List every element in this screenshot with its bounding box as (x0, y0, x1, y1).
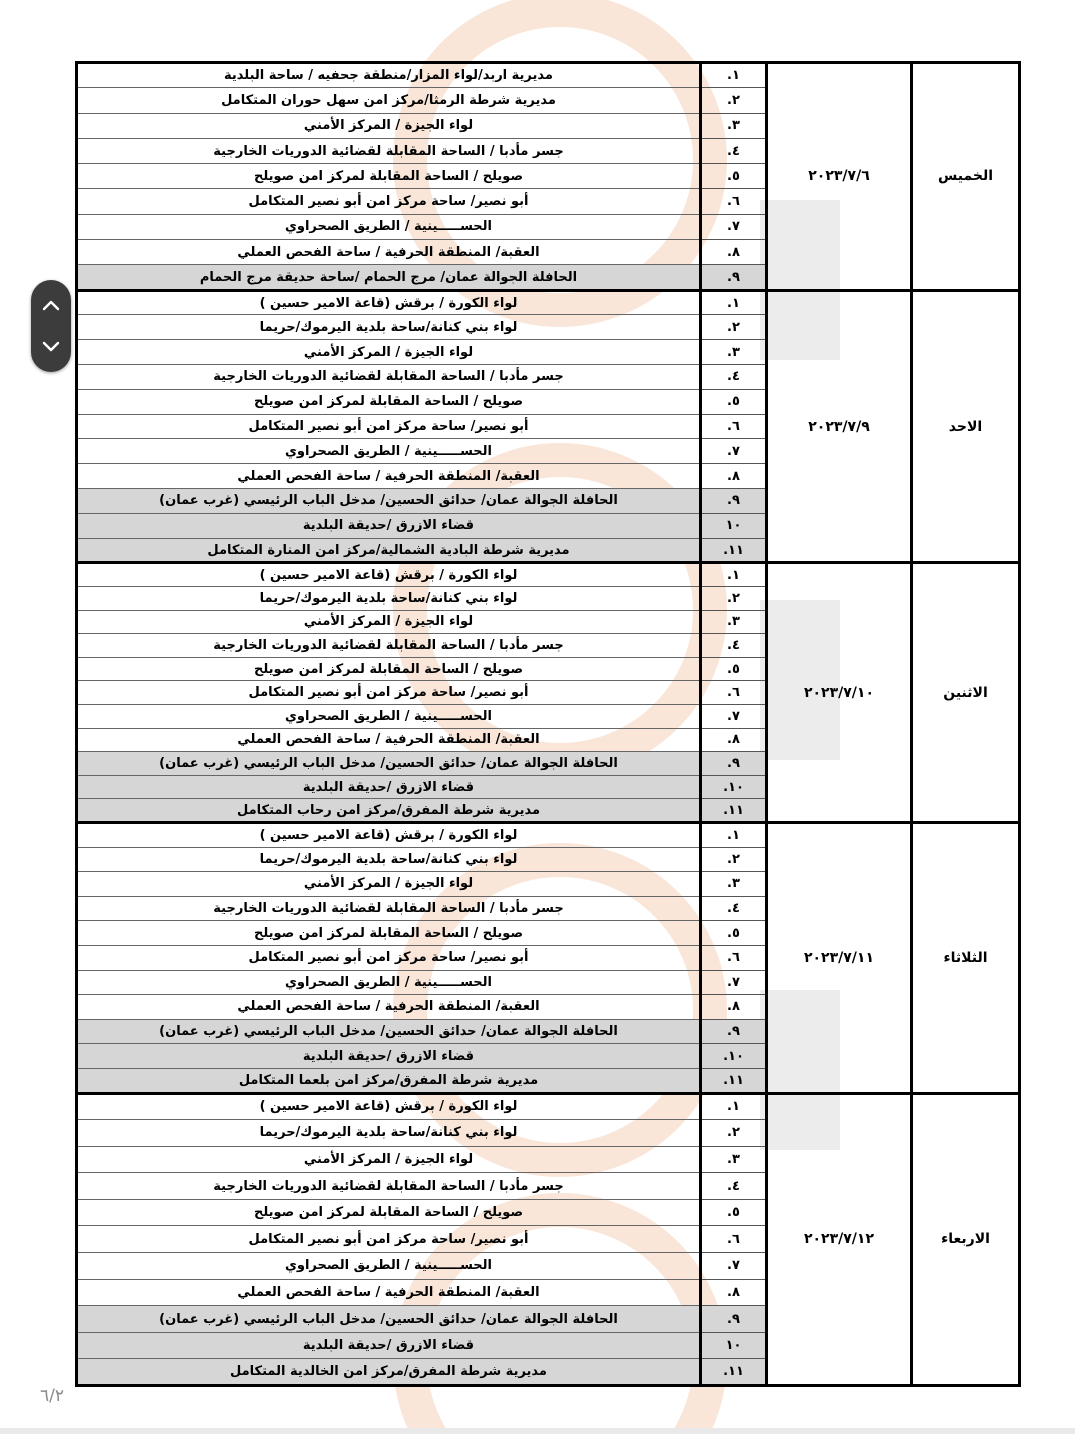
location-cell: مديرية اربد/لواء المزار/منطقة جحفيه / ساحة البلدية (77, 63, 701, 88)
location-cell: مديرية شرطة المفرق/مركز امن بلعما المتكامل (77, 1068, 701, 1093)
location-cell: الحافلة الجوالة عمان/ حدائق الحسين/ مدخل الباب الرئيسي (غرب عمان) (77, 1306, 701, 1333)
date-cell: ٢٠٢٣/٧/١٢ (767, 1093, 912, 1386)
row-number-cell: ٨. (701, 464, 767, 489)
date-cell: ٢٠٢٣/٧/١٠ (767, 563, 912, 823)
row-number-cell: ٩. (701, 489, 767, 514)
row-number-cell: ٣. (701, 872, 767, 897)
row-number-cell: ٩. (701, 752, 767, 776)
table-row (77, 63, 1020, 88)
row-number-cell: ٢. (701, 1120, 767, 1147)
row-number-cell: ١. (701, 563, 767, 587)
row-number-cell: ٢. (701, 315, 767, 340)
table-row (77, 563, 1020, 587)
row-number-cell: ٤. (701, 634, 767, 658)
location-cell: لواء الكورة / برقش (قاعة الامير حسين ) (77, 822, 701, 847)
row-number-cell: ٨. (701, 728, 767, 752)
row-number-cell: ٢. (701, 587, 767, 611)
date-cell: ٢٠٢٣/٧/٩ (767, 290, 912, 563)
row-number-cell: ٧. (701, 970, 767, 995)
day-cell: الاثنين (912, 563, 1020, 823)
row-number-cell: ٧. (701, 705, 767, 729)
day-cell: الاحد (912, 290, 1020, 563)
table-row (77, 290, 1020, 315)
location-cell: الحســـــينية / الطريق الصحراوي (77, 439, 701, 464)
location-cell: أبو نصير/ ساحة مركز امن أبو نصير المتكامل (77, 1226, 701, 1253)
row-number-cell: ٣. (701, 1146, 767, 1173)
location-cell: لواء بني كنانة/ساحة بلدية اليرموك/حريما (77, 315, 701, 340)
row-number-cell: ٤. (701, 138, 767, 163)
row-number-cell: ٦. (701, 1226, 767, 1253)
location-cell: الحســـــينية / الطريق الصحراوي (77, 214, 701, 239)
row-number-cell: ٤. (701, 1173, 767, 1200)
location-cell: العقبة/ المنطقة الحرفية / ساحة الفحص العملي (77, 240, 701, 265)
location-cell: مديرية شرطة المفرق/مركز امن الخالدية المتكامل (77, 1359, 701, 1386)
row-number-cell: ٣. (701, 113, 767, 138)
location-cell: لواء الجيزة / المركز الأمني (77, 872, 701, 897)
location-cell: صويلح / الساحة المقابلة لمركز امن صويلح (77, 921, 701, 946)
location-cell: جسر مأدبا / الساحة المقابلة لقضائية الدوريات الخارجية (77, 896, 701, 921)
location-cell: الحســـــينية / الطريق الصحراوي (77, 705, 701, 729)
location-cell: صويلح / الساحة المقابلة لمركز امن صويلح (77, 164, 701, 189)
table-row (77, 1093, 1020, 1120)
row-number-cell: ١١. (701, 538, 767, 563)
scroll-up-button[interactable] (31, 286, 71, 326)
row-number-cell: ٩. (701, 1019, 767, 1044)
row-number-cell: ١٠ (701, 1332, 767, 1359)
location-cell: جسر مأدبا / الساحة المقابلة لقضائية الدوريات الخارجية (77, 1173, 701, 1200)
location-cell: لواء الجيزة / المركز الأمني (77, 610, 701, 634)
location-cell: العقبة/ المنطقة الحرفية / ساحة الفحص العملي (77, 464, 701, 489)
location-cell: لواء بني كنانة/ساحة بلدية اليرموك/حريما (77, 587, 701, 611)
row-number-cell: ٥. (701, 1199, 767, 1226)
row-number-cell: ٤. (701, 365, 767, 390)
location-cell: أبو نصير/ ساحة مركز امن أبو نصير المتكامل (77, 414, 701, 439)
location-cell: قضاء الازرق /حديقة البلدية (77, 1044, 701, 1069)
location-cell: لواء الكورة / برقش (قاعة الامير حسين ) (77, 290, 701, 315)
location-cell: الحســـــينية / الطريق الصحراوي (77, 970, 701, 995)
row-number-cell: ٥. (701, 657, 767, 681)
location-cell: جسر مأدبا / الساحة المقابلة لقضائية الدوريات الخارجية (77, 365, 701, 390)
row-number-cell: ٥. (701, 921, 767, 946)
row-number-cell: ٦. (701, 945, 767, 970)
day-cell: الخميس (912, 63, 1020, 291)
row-number-cell: ١٠. (701, 1044, 767, 1069)
location-cell: لواء بني كنانة/ساحة بلدية اليرموك/حريما (77, 1120, 701, 1147)
day-cell: الثلاثاء (912, 822, 1020, 1093)
scroll-down-button[interactable] (31, 326, 71, 366)
location-cell: الحســـــينية / الطريق الصحراوي (77, 1253, 701, 1280)
row-number-cell: ٣. (701, 340, 767, 365)
date-cell: ٢٠٢٣/٧/١١ (767, 822, 912, 1093)
row-number-cell: ١. (701, 822, 767, 847)
location-cell: صويلح / الساحة المقابلة لمركز امن صويلح (77, 1199, 701, 1226)
chevron-down-icon (31, 326, 71, 366)
row-number-cell: ٩. (701, 1306, 767, 1333)
row-number-cell: ٨. (701, 995, 767, 1020)
row-number-cell: ٧. (701, 214, 767, 239)
location-cell: لواء بني كنانة/ساحة بلدية اليرموك/حريما (77, 847, 701, 872)
location-cell: قضاء الازرق /حديقة البلدية (77, 513, 701, 538)
location-cell: مديرية شرطة المفرق/مركز امن رحاب المتكامل (77, 799, 701, 823)
location-cell: جسر مأدبا / الساحة المقابلة لقضائية الدوريات الخارجية (77, 138, 701, 163)
location-cell: مديرية شرطة البادية الشمالية/مركز امن المنارة المتكامل (77, 538, 701, 563)
location-cell: الحافلة الجوالة عمان/ حدائق الحسين/ مدخل الباب الرئيسي (غرب عمان) (77, 752, 701, 776)
location-cell: لواء الجيزة / المركز الأمني (77, 113, 701, 138)
row-number-cell: ١. (701, 290, 767, 315)
row-number-cell: ١١. (701, 799, 767, 823)
row-number-cell: ١. (701, 1093, 767, 1120)
location-cell: العقبة/ المنطقة الحرفية / ساحة الفحص العملي (77, 1279, 701, 1306)
location-cell: العقبة/ المنطقة الحرفية / ساحة الفحص العملي (77, 728, 701, 752)
row-number-cell: ٢. (701, 88, 767, 113)
row-number-cell: ١١. (701, 1359, 767, 1386)
location-cell: جسر مأدبا / الساحة المقابلة لقضائية الدوريات الخارجية (77, 634, 701, 658)
location-cell: أبو نصير/ ساحة مركز امن أبو نصير المتكامل (77, 945, 701, 970)
location-cell: أبو نصير/ ساحة مركز امن أبو نصير المتكامل (77, 189, 701, 214)
bottom-edge (0, 1428, 1075, 1434)
location-cell: لواء الكورة / برقش (قاعة الامير حسين ) (77, 563, 701, 587)
row-number-cell: ١٠. (701, 775, 767, 799)
row-number-cell: ٧. (701, 1253, 767, 1280)
row-number-cell: ٨. (701, 1279, 767, 1306)
row-number-cell: ٤. (701, 896, 767, 921)
location-cell: مديرية شرطة الرمثا/مركز امن سهل حوران المتكامل (77, 88, 701, 113)
location-cell: قضاء الازرق /حديقة البلدية (77, 1332, 701, 1359)
day-cell: الاربعاء (912, 1093, 1020, 1386)
location-cell: الحافلة الجوالة عمان/ حدائق الحسين/ مدخل الباب الرئيسي (غرب عمان) (77, 1019, 701, 1044)
location-cell: صويلح / الساحة المقابلة لمركز امن صويلح (77, 389, 701, 414)
location-cell: لواء الكورة / برقش (قاعة الامير حسين ) (77, 1093, 701, 1120)
row-number-cell: ٢. (701, 847, 767, 872)
row-number-cell: ٣. (701, 610, 767, 634)
row-number-cell: ٥. (701, 164, 767, 189)
row-number-cell: ١. (701, 63, 767, 88)
location-cell: صويلح / الساحة المقابلة لمركز امن صويلح (77, 657, 701, 681)
row-number-cell: ٦. (701, 414, 767, 439)
row-number-cell: ٩. (701, 265, 767, 290)
date-cell: ٢٠٢٣/٧/٦ (767, 63, 912, 291)
location-cell: قضاء الازرق /حديقة البلدية (77, 775, 701, 799)
scroll-control (31, 280, 71, 372)
row-number-cell: ٦. (701, 681, 767, 705)
row-number-cell: ٥. (701, 389, 767, 414)
location-cell: أبو نصير/ ساحة مركز امن أبو نصير المتكامل (77, 681, 701, 705)
location-cell: لواء الجيزة / المركز الأمني (77, 340, 701, 365)
row-number-cell: ٨. (701, 240, 767, 265)
location-cell: لواء الجيزة / المركز الأمني (77, 1146, 701, 1173)
location-cell: الحافلة الجوالة عمان/ حدائق الحسين/ مدخل الباب الرئيسي (غرب عمان) (77, 489, 701, 514)
row-number-cell: ١٠ (701, 513, 767, 538)
row-number-cell: ١١. (701, 1068, 767, 1093)
row-number-cell: ٦. (701, 189, 767, 214)
location-cell: العقبة/ المنطقة الحرفية / ساحة الفحص العملي (77, 995, 701, 1020)
location-cell: الحافلة الجوالة عمان/ مرج الحمام /ساحة حديقة مرج الحمام (77, 265, 701, 290)
table-row (77, 822, 1020, 847)
row-number-cell: ٧. (701, 439, 767, 464)
chevron-up-icon (31, 286, 71, 326)
schedule-table (75, 61, 1021, 1387)
page-number: ٦/٢ (40, 1386, 64, 1406)
